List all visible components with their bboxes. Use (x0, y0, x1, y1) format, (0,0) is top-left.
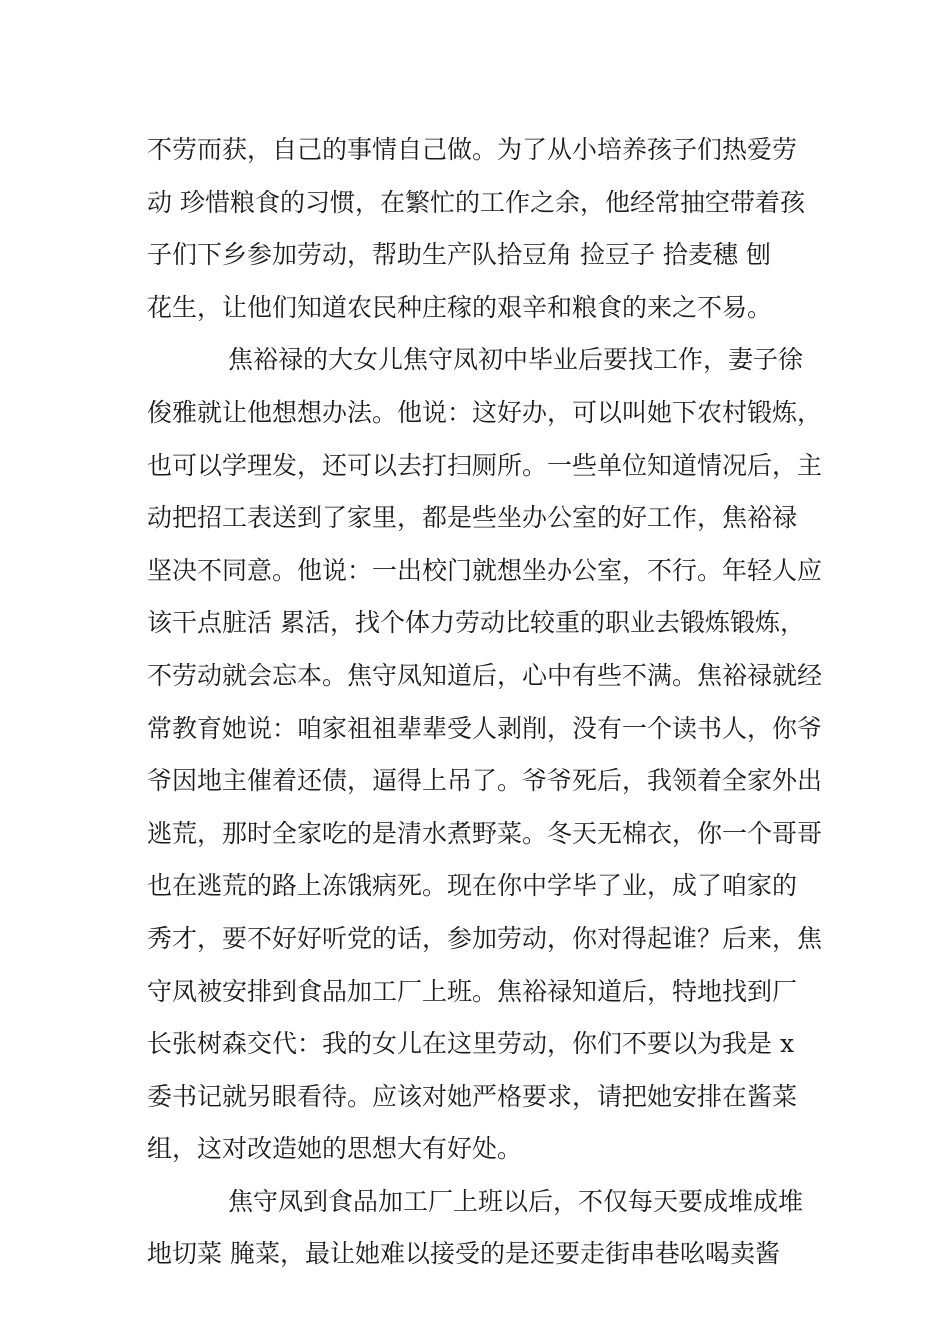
text-line: 也在逃荒的路上冻饿病死。现在你中学毕了业，成了咱家的 (147, 871, 798, 901)
text-line: 地切菜 腌菜，最让她难以接受的是还要走街串巷吆喝卖酱 (147, 1239, 780, 1269)
text-line: 不劳动就会忘本。焦守凤知道后，心中有些不满。焦裕禄就经 (147, 660, 823, 690)
text-line: 动把招工表送到了家里，都是些坐办公室的好工作，焦裕禄 (147, 503, 798, 533)
text-line: 子们下乡参加劳动，帮助生产队拾豆角 捡豆子 拾麦穗 刨 (147, 240, 771, 270)
text-line: 不劳而获，自己的事情自己做。为了从小培养孩子们热爱劳 (147, 135, 798, 164)
document-body (147, 124, 823, 1281)
text-line: 俊雅就让他想想办法。他说：这好办，可以叫她下农村锻炼， (147, 397, 823, 427)
text-line: 长张树森交代：我的女儿在这里劳动，你们不要以为我是 x (147, 1029, 795, 1059)
text-line: 坚决不同意。他说：一出校门就想坐办公室，不行。年轻人应 (147, 555, 823, 585)
text-line: 逃荒，那时全家吃的是清水煮野菜。冬天无棉衣，你一个哥哥 (147, 818, 823, 848)
text-line: 爷因地主催着还债，逼得上吊了。爷爷死后，我领着全家外出 (147, 766, 823, 796)
text-line: 守凤被安排到食品加工厂上班。焦裕禄知道后，特地找到厂 (147, 976, 798, 1006)
text-line: 花生，让他们知道农民种庄稼的艰辛和粮食的来之不易。 (147, 292, 773, 322)
text-line: 秀才，要不好好听党的话，参加劳动，你对得起谁？后来，焦 (147, 923, 823, 953)
text-line: 该干点脏活 累活，找个体力劳动比较重的职业去锻炼锻炼， (147, 608, 805, 638)
paragraph-first-line: 焦裕禄的大女儿焦守凤初中毕业后要找工作，妻子徐 (228, 345, 804, 375)
text-line: 也可以学理发，还可以去打扫厕所。一些单位知道情况后，主 (147, 450, 823, 480)
text-line: 动 珍惜粮食的习惯，在繁忙的工作之余，他经常抽空带着孩 (147, 187, 805, 217)
paragraph-first-line: 焦守凤到食品加工厂上班以后，不仅每天要成堆成堆 (228, 1186, 804, 1216)
text-line: 组，这对改造她的思想大有好处。 (147, 1134, 523, 1164)
text-line: 常教育她说：咱家祖祖辈辈受人剥削，没有一个读书人，你爷 (147, 713, 823, 743)
text-line: 委书记就另眼看待。应该对她严格要求，请把她安排在酱菜 (147, 1081, 798, 1111)
